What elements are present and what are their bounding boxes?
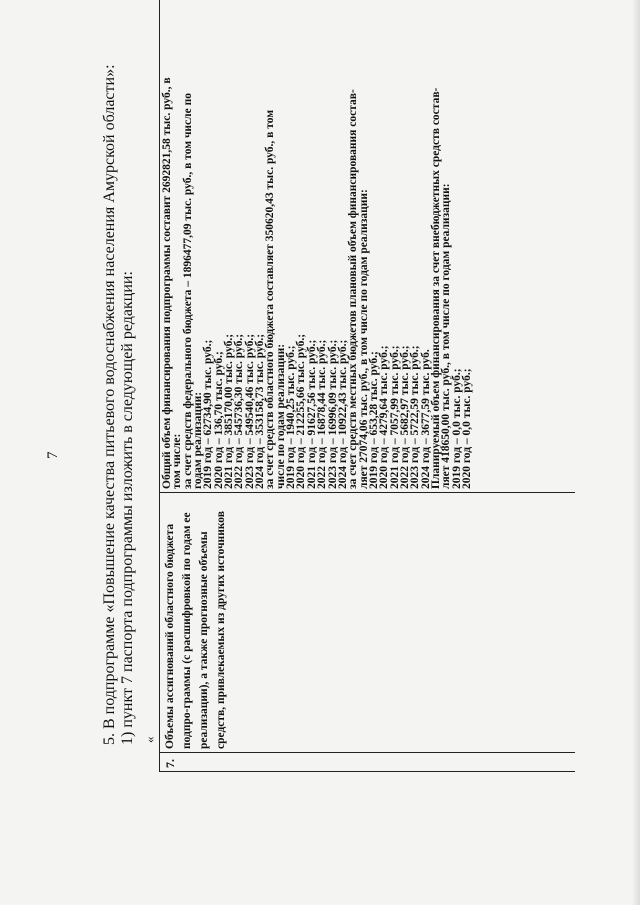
section-heading: 5. В подпрограмме «Повышение качества питьевого водоснабжения населения Амурской области»: bbox=[101, 64, 118, 745]
opening-quote: « bbox=[142, 736, 157, 743]
content-cell bbox=[160, 0, 575, 492]
content-line: 2021 год – 385170,00 тыс. руб.; bbox=[223, 333, 236, 489]
content-line: годам реализации: bbox=[192, 391, 205, 489]
content-line: 2022 год – 16878,44 тыс. руб.; bbox=[316, 339, 329, 489]
content-line: Общий объем финансирования подпрограммы составит 2692821,58 тыс. руб., в bbox=[161, 77, 173, 489]
content-line: 2019 год – 62734,90 тыс. руб.; bbox=[202, 339, 215, 489]
content-line: 2020 год – 212255,66 тыс. руб.; bbox=[295, 333, 308, 489]
content-line: 2019 год – 1940,25 тыс. руб.; bbox=[285, 345, 298, 489]
content-line: 2023 год – 16996,09 тыс. руб.; bbox=[326, 339, 339, 489]
content-line: 2023 год – 5722,59 тыс. руб.; bbox=[409, 345, 422, 489]
content-line: 2024 год – 3677,59 тыс. руб. bbox=[419, 349, 432, 489]
content-line: за счет средств федерального бюджета – 1896477,09 тыс. руб., в том числе по bbox=[181, 93, 194, 489]
passport-table bbox=[159, 0, 575, 772]
content-line: 2022 год – 545736,30 тыс. руб.; bbox=[233, 333, 246, 489]
content-line: том числе: bbox=[171, 433, 184, 489]
content-line: 2021 год – 91627,56 тыс. руб.; bbox=[305, 339, 318, 489]
content-line: 2021 год – 7057,99 тыс. руб.; bbox=[388, 345, 401, 489]
page-number: 7 bbox=[45, 451, 61, 459]
content-line: ляет 27074,06 тыс. руб., в том числе по годам реализации: bbox=[357, 189, 370, 489]
content-line: 2020 год – 136,70 тыс. руб.; bbox=[212, 351, 225, 489]
content-line: за счет средств областного бюджета составляет 350620,43 тыс. руб., в том bbox=[264, 109, 277, 489]
content-line: 2024 год – 353158,73 тыс. руб.; bbox=[254, 333, 267, 489]
content-line: числе по годам реализации: bbox=[274, 343, 287, 489]
label-cell bbox=[160, 492, 575, 752]
content-lines bbox=[162, 0, 472, 492]
subsection-heading: 1) пункт 7 паспорта подпрограммы изложить в следующей редакции: bbox=[119, 271, 136, 745]
row-number: 7. bbox=[163, 759, 177, 768]
content-line: за счет средств местных бюджетов плановый объем финансирования состав- bbox=[347, 89, 360, 489]
content-line: 2020 год – 0,0 тыс. руб.; bbox=[460, 368, 473, 489]
content-line: 2019 год – 653,28 тыс. руб.; bbox=[367, 351, 380, 489]
content-line: 2024 год – 10922,43 тыс. руб.; bbox=[336, 339, 349, 489]
label-text: Объемы ассигнований областного бюджета подпро-граммы (с расшифровкой по годам ее реализации), а также прогнозные объемы средств, привлекаемых из других источников bbox=[164, 511, 227, 749]
row-number-cell bbox=[160, 752, 575, 771]
content-line: 2022 год – 5682,97 тыс. руб.; bbox=[398, 345, 411, 489]
content-line: ляет 418650,00 тыс. руб., в том числе по годам реализации: bbox=[440, 183, 453, 489]
content-line: 2023 год – 549540,46 тыс. руб.; bbox=[243, 333, 256, 489]
content-line: 2019 год – 0,0 тыс. руб.; bbox=[450, 368, 463, 489]
content-line: 2020 год – 4279,64 тыс. руб.; bbox=[378, 345, 391, 489]
content-line: Планируемый объем финансирования за счет внебюджетных средств состав- bbox=[429, 87, 442, 489]
